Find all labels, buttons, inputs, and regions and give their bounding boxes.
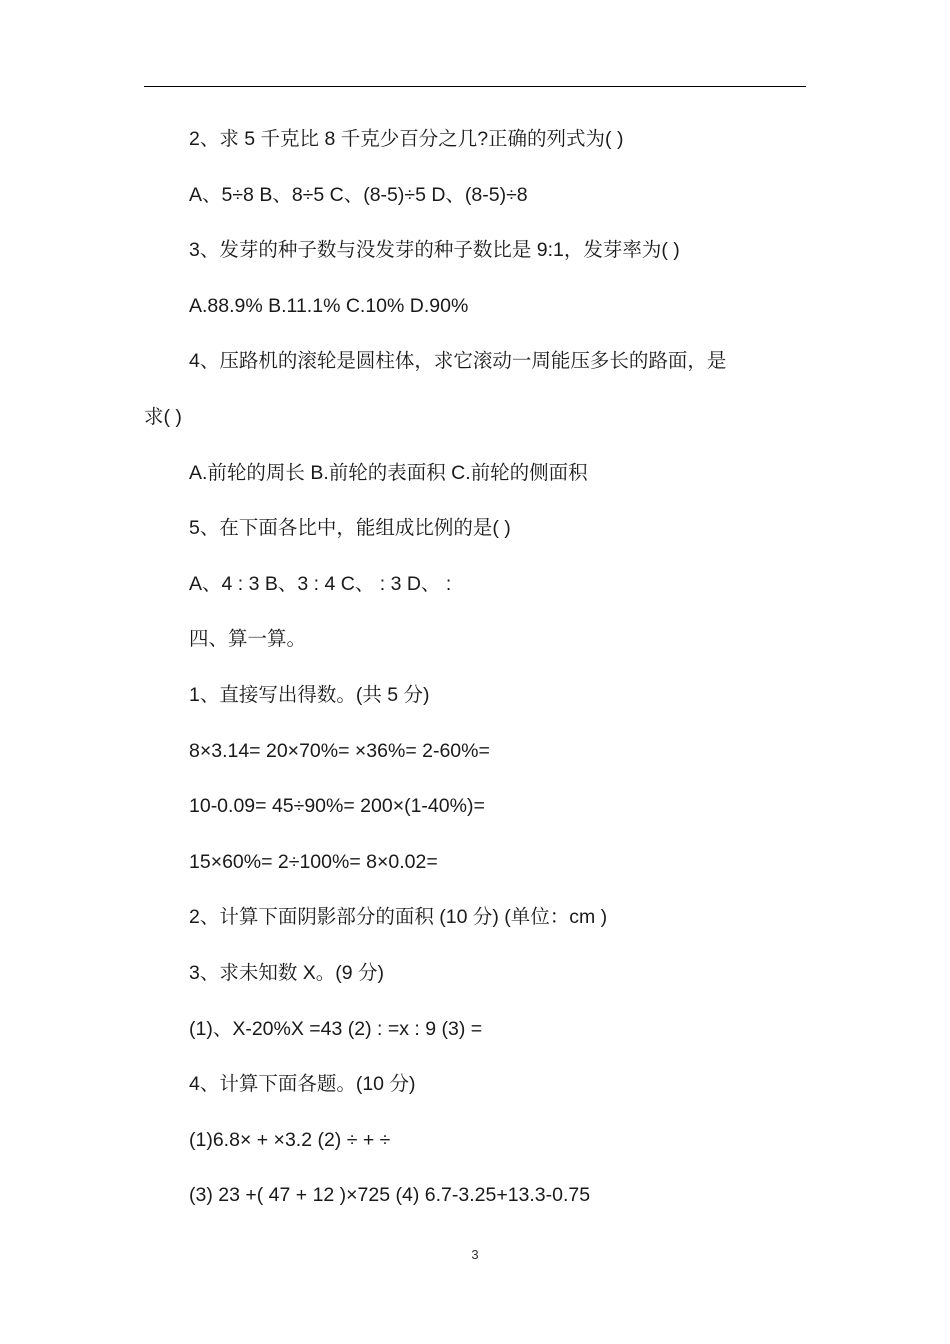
question-4-continued: 求( ) — [144, 405, 182, 428]
page-number: 3 — [471, 1247, 479, 1262]
calc-1-row-1: 8×3.14= 20×70%= ×36%= 2-60%= — [189, 739, 490, 762]
document-body — [144, 112, 806, 1224]
calc-2-title: 2、计算下面阴影部分的面积 (10 分) (单位：cm ) — [189, 906, 608, 929]
calc-4-row-2: (3) 23 +( 47 + 12 )×725 (4) 6.7-3.25+13.3-0.75 — [189, 1184, 591, 1207]
question-2-options: A、5÷8 B、8÷5 C、(8-5)÷5 D、(8-5)÷8 — [189, 183, 528, 206]
header-rule — [144, 86, 806, 87]
calc-1-row-3: 15×60%= 2÷100%= 8×0.02= — [189, 850, 438, 873]
question-4: 4、压路机的滚轮是圆柱体，求它滚动一周能压多长的路面，是 — [189, 350, 727, 373]
calc-3-equations: (1)、X-20%X =43 (2) : =x : 9 (3) = — [189, 1017, 483, 1040]
question-3-options: A.88.9% B.11.1% C.10% D.90% — [189, 294, 469, 317]
calc-1-title: 1、直接写出得数。(共 5 分) — [189, 683, 430, 706]
calc-3-title: 3、求未知数 X。(9 分) — [189, 961, 385, 984]
question-5: 5、在下面各比中，能组成比例的是( ) — [189, 517, 511, 540]
calc-4-title: 4、计算下面各题。(10 分) — [189, 1073, 416, 1096]
calc-1-row-2: 10-0.09= 45÷90%= 200×(1-40%)= — [189, 795, 485, 818]
section-heading: 四、算一算。 — [189, 628, 307, 651]
question-5-options: A、4 : 3 B、3 : 4 C、 : 3 D、 : — [189, 572, 452, 595]
question-3: 3、发芽的种子数与没发芽的种子数比是 9:1，发芽率为( ) — [189, 239, 680, 262]
question-2: 2、求 5 千克比 8 千克少百分之几?正确的列式为( ) — [189, 128, 624, 150]
question-4-options: A.前轮的周长 B.前轮的表面积 C.前轮的侧面积 — [189, 461, 588, 484]
calc-4-row-1: (1)6.8× + ×3.2 (2) ÷ + ÷ — [189, 1128, 391, 1151]
